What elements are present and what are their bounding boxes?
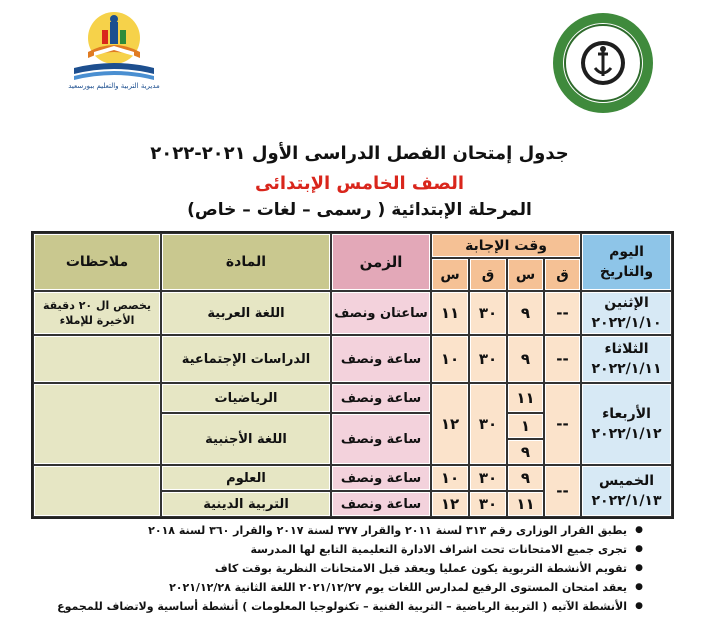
header-answer-time: وقت الإجابة (431, 233, 581, 258)
row3-s-start-a: ١١ (507, 383, 544, 413)
note-item: ● تقويم الأنشطة التربوية يكون عمليا ويعقد قبل الامتحانات النظرية بوقت كاف (63, 559, 643, 578)
row1-s-start: ٩ (507, 291, 544, 335)
svg-text:مديرية التربية والتعليم ببورسع: مديرية التربية والتعليم ببورسعيد (68, 82, 160, 90)
row3-s-end: ١٢ (431, 383, 469, 465)
day-cell-wednesday: الأربعاء ٢٠٢٢/١/١٢ (581, 383, 672, 465)
header-s-end: س (431, 258, 469, 291)
grade-title: الصف الخامس الإبتدائى (254, 173, 465, 194)
exam-notes-list (57, 521, 643, 616)
row3-subject-a: الرياضيات (161, 383, 331, 413)
note-item: ● يطبق القرار الوزارى رقم ٣١٣ لسنة ٢٠١١ والقرار ٣٧٧ لسنة ٢٠١٧ والقرار ٣٦٠ لسنة ٢٠١٨ (63, 521, 643, 540)
stage-title: المرحلة الإبتدائية ( رسمى – لغات – خاص) (187, 200, 532, 220)
row2-duration: ساعة ونصف (331, 335, 431, 383)
row1-subject: اللغة العربية (161, 291, 331, 335)
row1-note: يخصص ال ٢٠ دقيقة الأخيرة للإملاء (33, 291, 161, 335)
row2-s-end: ١٠ (431, 335, 469, 383)
exam-schedule-table (31, 231, 674, 519)
row3-q-end: ٣٠ (469, 383, 507, 465)
header-q-end: ق (469, 258, 507, 291)
header-day: اليوم والتاريخ (581, 233, 672, 291)
row3-s-start-c: ٩ (507, 439, 544, 465)
day-cell-thursday: الخميس ٢٠٢٢/١/١٣ (581, 465, 672, 517)
header-notes: ملاحظات (33, 233, 161, 291)
row4-q-end-b: ٣٠ (469, 491, 507, 517)
note-item: ● تجرى جميع الامتحانات تحت اشراف الادارة التعليمية التابع لها المدرسة (63, 540, 643, 559)
row1-s-end: ١١ (431, 291, 469, 335)
row4-s-start-b: ١١ (507, 491, 544, 517)
row4-q-start: -- (544, 465, 581, 517)
row4-q-end-a: ٣٠ (469, 465, 507, 491)
governorate-seal (548, 10, 658, 116)
row1-q-start: -- (544, 291, 581, 335)
header-q-start: ق (544, 258, 581, 291)
row3-duration-b: ساعة ونصف (331, 413, 431, 465)
row4-duration-b: ساعة ونصف (331, 491, 431, 517)
row2-q-start: -- (544, 335, 581, 383)
row2-s-start: ٩ (507, 335, 544, 383)
exam-schedule-title: جدول إمتحان الفصل الدراسى الأول ٢٠٢١-٢٠٢٢ (150, 143, 569, 164)
header-duration: الزمن (331, 233, 431, 291)
row3-duration-a: ساعة ونصف (331, 383, 431, 413)
row2-subject: الدراسات الإجتماعية (161, 335, 331, 383)
note-item: ● يعقد امتحان المستوى الرفيع لمدارس اللغات يوم ٢٠٢١/١٢/٢٧ اللغة الثانية ٢٠٢١/١٢/٢٨ (63, 578, 643, 597)
row4-s-start-a: ٩ (507, 465, 544, 491)
row3-q-start: -- (544, 383, 581, 465)
row4-duration-a: ساعة ونصف (331, 465, 431, 491)
row3-s-start-b: ١ (507, 413, 544, 439)
row4-subject-b: التربية الدينية (161, 491, 331, 517)
row2-q-end: ٣٠ (469, 335, 507, 383)
row4-note (33, 465, 161, 517)
header-subject: المادة (161, 233, 331, 291)
row1-q-end: ٣٠ (469, 291, 507, 335)
row1-duration: ساعتان ونصف (331, 291, 431, 335)
day-cell-tuesday: الثلاثاء ٢٠٢٢/١/١١ (581, 335, 672, 383)
row3-subject-b: اللغة الأجنبية (161, 413, 331, 465)
row4-subject-a: العلوم (161, 465, 331, 491)
row3-note (33, 383, 161, 465)
row4-s-end-a: ١٠ (431, 465, 469, 491)
note-item: ● الأنشطة الآتيه ( التربية الرياضية – التربية الفنية – تكنولوجيا المعلومات ) أنشطة أساسية ولاتضاف للمجموع (63, 597, 643, 616)
day-cell-monday: الإثنين ٢٠٢٢/١/١٠ (581, 291, 672, 335)
row4-s-end-b: ١٢ (431, 491, 469, 517)
directorate-logo (66, 8, 162, 90)
header-s-start: س (507, 258, 544, 291)
row2-note (33, 335, 161, 383)
